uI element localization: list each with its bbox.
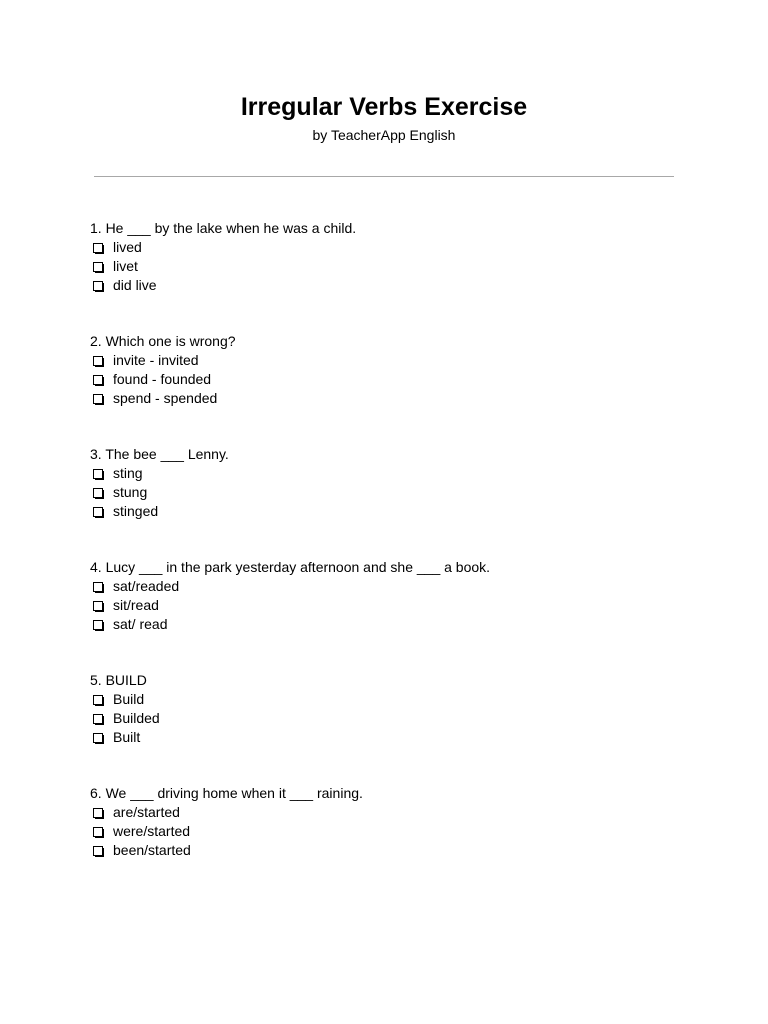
option-item[interactable] — [90, 257, 690, 276]
option-item[interactable] — [90, 276, 690, 295]
checkbox-icon[interactable] — [93, 808, 103, 818]
question-text: 1. He ___ by the lake when he was a child. — [90, 220, 357, 236]
option-label: livet — [113, 258, 138, 274]
option-label: stinged — [113, 503, 159, 519]
checkbox-icon[interactable] — [93, 262, 103, 272]
option-item[interactable] — [90, 370, 690, 389]
option-label: Built — [113, 729, 141, 745]
checkbox-icon[interactable] — [93, 488, 103, 498]
option-label: were/started — [113, 823, 191, 839]
option-label: spend - spended — [113, 390, 218, 406]
option-label: sit/read — [113, 597, 159, 613]
question-text: 3. The bee ___ Lenny. — [90, 446, 229, 462]
option-label: been/started — [113, 842, 191, 858]
option-list — [90, 238, 690, 295]
option-label: stung — [113, 484, 148, 500]
option-item[interactable] — [90, 464, 690, 483]
question-4 — [90, 558, 690, 671]
option-label: lived — [113, 239, 142, 255]
checkbox-icon[interactable] — [93, 620, 103, 630]
checkbox-icon[interactable] — [93, 601, 103, 611]
option-item[interactable] — [90, 389, 690, 408]
checkbox-icon[interactable] — [93, 356, 103, 366]
question-text: 5. BUILD — [90, 672, 147, 688]
question-6 — [90, 784, 690, 897]
question-list — [90, 219, 690, 897]
option-item[interactable] — [90, 351, 690, 370]
option-label: Build — [113, 691, 145, 707]
checkbox-icon[interactable] — [93, 507, 103, 517]
document-header — [0, 92, 768, 144]
option-item[interactable] — [90, 841, 690, 860]
option-item[interactable] — [90, 577, 690, 596]
checkbox-icon[interactable] — [93, 695, 103, 705]
checkbox-icon[interactable] — [93, 582, 103, 592]
option-item[interactable] — [90, 615, 690, 634]
option-item[interactable] — [90, 728, 690, 747]
option-item[interactable] — [90, 596, 690, 615]
checkbox-icon[interactable] — [93, 243, 103, 253]
question-text: 4. Lucy ___ in the park yesterday afternoon and she ___ a book. — [90, 559, 491, 575]
checkbox-icon[interactable] — [93, 714, 103, 724]
option-label: found - founded — [113, 371, 212, 387]
question-1 — [90, 219, 690, 332]
question-2 — [90, 332, 690, 445]
checkbox-icon[interactable] — [93, 827, 103, 837]
question-text: 2. Which one is wrong? — [90, 333, 236, 349]
checkbox-icon[interactable] — [93, 846, 103, 856]
document-title: Irregular Verbs Exercise — [240, 93, 528, 121]
document-subtitle: by TeacherApp English — [312, 127, 456, 143]
checkbox-icon[interactable] — [93, 394, 103, 404]
option-list — [90, 351, 690, 408]
option-item[interactable] — [90, 690, 690, 709]
option-item[interactable] — [90, 483, 690, 502]
option-item[interactable] — [90, 238, 690, 257]
option-label: did live — [113, 277, 157, 293]
option-label: sting — [113, 465, 143, 481]
checkbox-icon[interactable] — [93, 733, 103, 743]
option-label: invite - invited — [113, 352, 199, 368]
option-item[interactable] — [90, 709, 690, 728]
checkbox-icon[interactable] — [93, 281, 103, 291]
option-label: sat/readed — [113, 578, 180, 594]
option-label: Builded — [113, 710, 160, 726]
header-divider — [94, 176, 674, 177]
checkbox-icon[interactable] — [93, 469, 103, 479]
option-list — [90, 464, 690, 521]
checkbox-icon[interactable] — [93, 375, 103, 385]
question-text: 6. We ___ driving home when it ___ raining. — [90, 785, 363, 801]
question-3 — [90, 445, 690, 558]
option-list — [90, 690, 690, 747]
option-label: are/started — [113, 804, 180, 820]
option-item[interactable] — [90, 822, 690, 841]
question-5 — [90, 671, 690, 784]
option-list — [90, 803, 690, 860]
option-item[interactable] — [90, 803, 690, 822]
option-label: sat/ read — [113, 616, 168, 632]
option-list — [90, 577, 690, 634]
option-item[interactable] — [90, 502, 690, 521]
